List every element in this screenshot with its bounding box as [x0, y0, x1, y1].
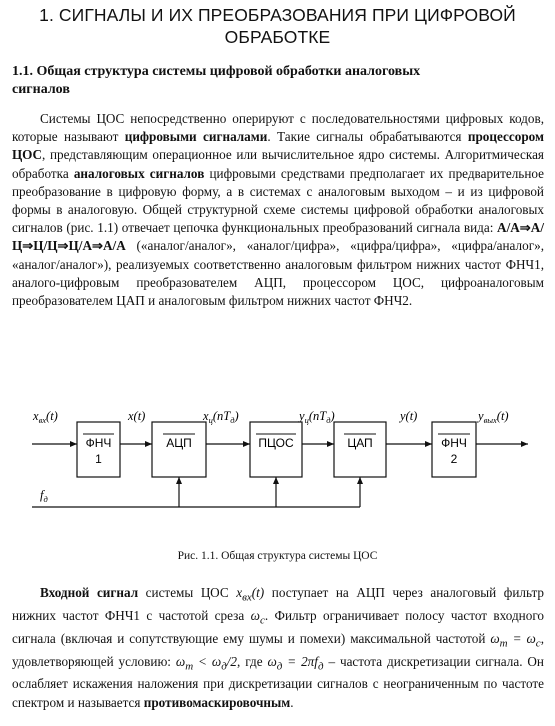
block-diagram [0, 400, 555, 545]
term-dsp-processor: процессором ЦОС [12, 129, 544, 163]
figure-caption: Рис. 1.1. Общая структура системы ЦОС [177, 550, 378, 562]
equation-2: $\omega_m < \omega_д/2$ [175, 653, 238, 673]
paragraph-1 [12, 110, 544, 310]
paragraph-2: Входной сигнал системы ЦОС $x_{вх}(t)$ поступает на АЦП через аналоговый фильтр нижних частот ФНЧ1 с частотой среза $\omega_c$. Фильтр ограничивает полосу частот входного сигнала (включая и сопутствующие ему шумы и помехи) максимальной частотой $\omega_m = \omega_c$, удовлетворяющей условию: $\omega_m < \omega_д/2$, где $\omega_д = 2\pi f_д$ – частота дискретизации сигнала. Он ослабляет искажения наложения при дискретизации сигналов с неограниченным по частоте спектром и называется противомаскировочным. [12, 585, 544, 710]
chapter-heading-line1: 1. СИГНАЛЫ И ИХ ПРЕОБРАЗОВАНИЯ ПРИ ЦИФРОВОЙ [39, 5, 516, 25]
dac-label: ЦАП [347, 436, 373, 450]
fnch2-label: ФНЧ [441, 436, 467, 450]
chapter-heading [10, 4, 545, 48]
signal-x-label: x(t) [128, 409, 146, 423]
symbol-omega-c: $\omega_c$ [250, 607, 265, 627]
section-heading-line1: 1.1. Общая структура системы цифровой обработки аналоговых [12, 64, 421, 79]
symbol-xin: $x_{вх}(t)$ [236, 585, 265, 604]
chapter-heading-line2: ОБРАБОТКЕ [224, 27, 331, 47]
term-anti-aliasing: противомаскировочным [143, 694, 291, 710]
paragraph-1-text-5: («аналог/аналог», «аналог/цифра», «цифра/цифра», «цифра/аналог», «аналог/аналог»), реализуемых соответственно аналоговым фильтром нижних частот ФНЧ1, аналого-цифровым преобразователем АЦП, процессором ЦОС, цифроаналоговым преобразователем ЦАП и аналоговым фильтром нижних частот ФНЧ2. [12, 238, 544, 309]
signal-xin-label: $x_{вх}(t)$ [33, 409, 58, 425]
conversion-chain: А/А⇒А/Ц⇒Ц/Ц⇒Ц/А⇒А/А [12, 220, 544, 254]
signal-yc-label: $y_ц(nT_д)$ [299, 409, 335, 425]
fnch1-number: 1 [95, 452, 102, 466]
fnch2-number: 2 [450, 452, 458, 466]
section-heading-line2: сигналов [12, 82, 70, 97]
paragraph-1-text-4: цифровыми средствами предполагает их предварительное преобразование в цифровую форму, а в системах с аналоговым выходом – и из цифровой формы в аналоговую. Общей структурной схеме системы цифровой обработки аналоговых сигналов (рис. 1.1) отвечает цепочка функциональных преобразований сигнала вида: [12, 165, 544, 236]
adc-label: АЦП [166, 436, 192, 450]
term-analog-signals: аналоговых сигналов [73, 165, 205, 181]
paragraph-1-text-1: Системы ЦОС непосредственно оперируют с последовательностями цифровых кодов, которые называют [12, 111, 544, 145]
term-digital-signals: цифровыми сигналами [124, 129, 268, 145]
paragraph-1-text-2: . Такие сигналы обрабатываются [267, 129, 468, 145]
equation-3: $\omega_д = 2\pi f_д$ [267, 653, 324, 673]
signal-yout-label: $y_{вых}(t)$ [478, 409, 509, 425]
equation-1: $\omega_m = \omega_c$ [490, 630, 541, 650]
term-input-signal: Входной сигнал [40, 585, 139, 600]
signal-xc-label: $x_ц(nT_д)$ [203, 409, 239, 425]
fnch1-label: ФНЧ [85, 436, 112, 450]
dsp-label: ПЦОС [258, 436, 294, 450]
signal-fd-label: $f_д$ [40, 488, 48, 504]
paragraph-1-text-3: , представляющим операционное или вычислительное ядро системы. Алгоритмическая обработка [12, 147, 544, 181]
signal-y-label: y(t) [400, 409, 418, 423]
section-heading [12, 63, 547, 99]
